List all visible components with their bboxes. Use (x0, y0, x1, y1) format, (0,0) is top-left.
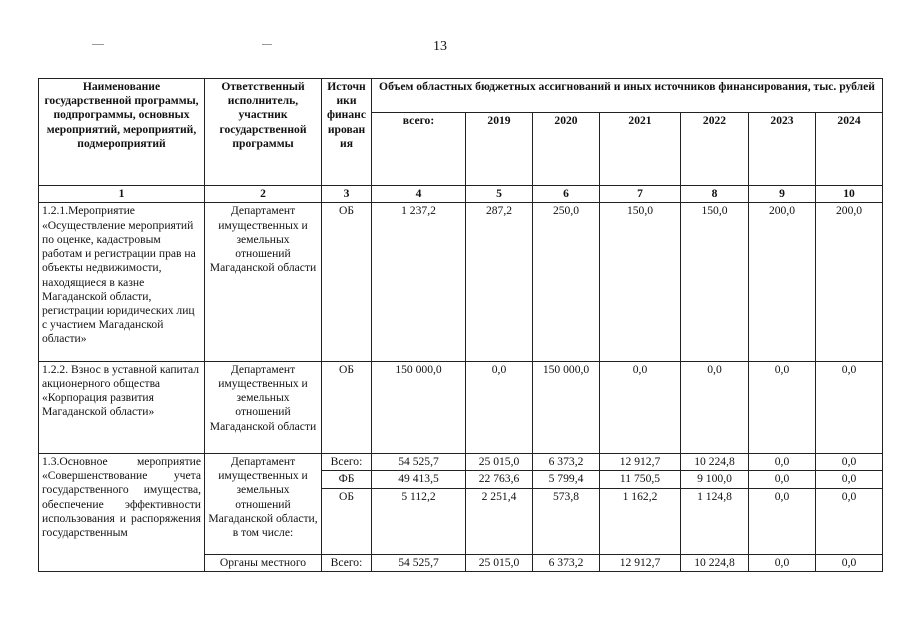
value-cell: 25 015,0 (466, 454, 533, 471)
value-cell: 6 373,2 (533, 454, 600, 471)
scan-speck (262, 44, 272, 45)
value-cell: 200,0 (749, 203, 816, 361)
value-cell: 0,0 (749, 554, 816, 571)
value-cell: 150,0 (600, 203, 681, 361)
value-cell: 0,0 (816, 554, 883, 571)
value-cell: 0,0 (816, 488, 883, 554)
header-total: всего: (372, 113, 466, 186)
header-name: Наименование государственной программы, подпрограммы, основных мероприятий, мероприятий, подмероприятий (39, 79, 205, 186)
row-source: ОБ (322, 488, 372, 554)
row-name: 1.2.1.Мероприятие «Осуществление мероприятий по оценке, кадастровым работам и регистрации прав на объекты недвижимости, находящиеся в казне Магаданской области, регистрации юридических лиц с участием Магаданской области» (39, 203, 205, 361)
header-source: Источн ики финанс ирован ия (322, 79, 372, 186)
value-cell: 250,0 (533, 203, 600, 361)
header-year: 2020 (533, 113, 600, 186)
value-cell: 0,0 (681, 361, 749, 453)
value-cell: 2 251,4 (466, 488, 533, 554)
row-source: ФБ (322, 471, 372, 488)
scan-speck (92, 44, 104, 45)
value-cell: 0,0 (749, 471, 816, 488)
row-source: Всего: (322, 554, 372, 571)
value-cell: 11 750,5 (600, 471, 681, 488)
row-executor: Департамент имущественных и земельных отношений Магаданской области, в том числе: (205, 454, 322, 555)
row-name: 1.3.Основное мероприятие «Совершенствование учета государственного имущества, обеспечение эффективности использования и распоряжения государственным (39, 454, 205, 572)
value-cell: 25 015,0 (466, 554, 533, 571)
row-source: Всего: (322, 454, 372, 471)
row-executor: Департамент имущественных и земельных отношений Магаданской области (205, 203, 322, 361)
value-cell: 1 124,8 (681, 488, 749, 554)
column-number: 2 (205, 186, 322, 203)
value-cell: 54 525,7 (372, 454, 466, 471)
value-cell: 22 763,6 (466, 471, 533, 488)
value-cell: 5 799,4 (533, 471, 600, 488)
column-number: 4 (372, 186, 466, 203)
page-number: 13 (433, 39, 447, 54)
value-cell: 0,0 (466, 361, 533, 453)
table-row (39, 203, 883, 361)
value-cell: 10 224,8 (681, 454, 749, 471)
header-year: 2019 (466, 113, 533, 186)
column-number: 5 (466, 186, 533, 203)
value-cell: 54 525,7 (372, 554, 466, 571)
value-cell: 0,0 (749, 361, 816, 453)
value-cell: 573,8 (533, 488, 600, 554)
value-cell: 150 000,0 (533, 361, 600, 453)
value-cell: 0,0 (816, 471, 883, 488)
row-executor: Органы местного (205, 554, 322, 571)
header-year: 2021 (600, 113, 681, 186)
value-cell: 0,0 (749, 488, 816, 554)
column-number: 10 (816, 186, 883, 203)
header-year: 2024 (816, 113, 883, 186)
column-number: 8 (681, 186, 749, 203)
header-year: 2022 (681, 113, 749, 186)
column-number: 3 (322, 186, 372, 203)
value-cell: 1 162,2 (600, 488, 681, 554)
value-cell: 5 112,2 (372, 488, 466, 554)
value-cell: 200,0 (816, 203, 883, 361)
value-cell: 12 912,7 (600, 554, 681, 571)
table-row (39, 361, 883, 453)
column-number: 6 (533, 186, 600, 203)
column-number: 7 (600, 186, 681, 203)
budget-table (38, 78, 883, 572)
value-cell: 150 000,0 (372, 361, 466, 453)
header-volume: Объем областных бюджетных ассигнований и иных источников финансирования, тыс. рублей (372, 79, 883, 113)
value-cell: 0,0 (749, 454, 816, 471)
value-cell: 287,2 (466, 203, 533, 361)
row-name: 1.2.2. Взнос в уставной капитал акционерного общества «Корпорация развития Магаданской области» (39, 361, 205, 453)
row-source: ОБ (322, 361, 372, 453)
row-source: ОБ (322, 203, 372, 361)
table-row (39, 454, 883, 471)
value-cell: 0,0 (600, 361, 681, 453)
value-cell: 9 100,0 (681, 471, 749, 488)
value-cell: 12 912,7 (600, 454, 681, 471)
column-number: 1 (39, 186, 205, 203)
value-cell: 1 237,2 (372, 203, 466, 361)
header-executor: Ответственный исполнитель, участник государственной программы (205, 79, 322, 186)
value-cell: 10 224,8 (681, 554, 749, 571)
value-cell: 6 373,2 (533, 554, 600, 571)
value-cell: 49 413,5 (372, 471, 466, 488)
value-cell: 150,0 (681, 203, 749, 361)
column-number: 9 (749, 186, 816, 203)
value-cell: 0,0 (816, 361, 883, 453)
header-year: 2023 (749, 113, 816, 186)
row-executor: Департамент имущественных и земельных отношений Магаданской области (205, 361, 322, 453)
value-cell: 0,0 (816, 454, 883, 471)
